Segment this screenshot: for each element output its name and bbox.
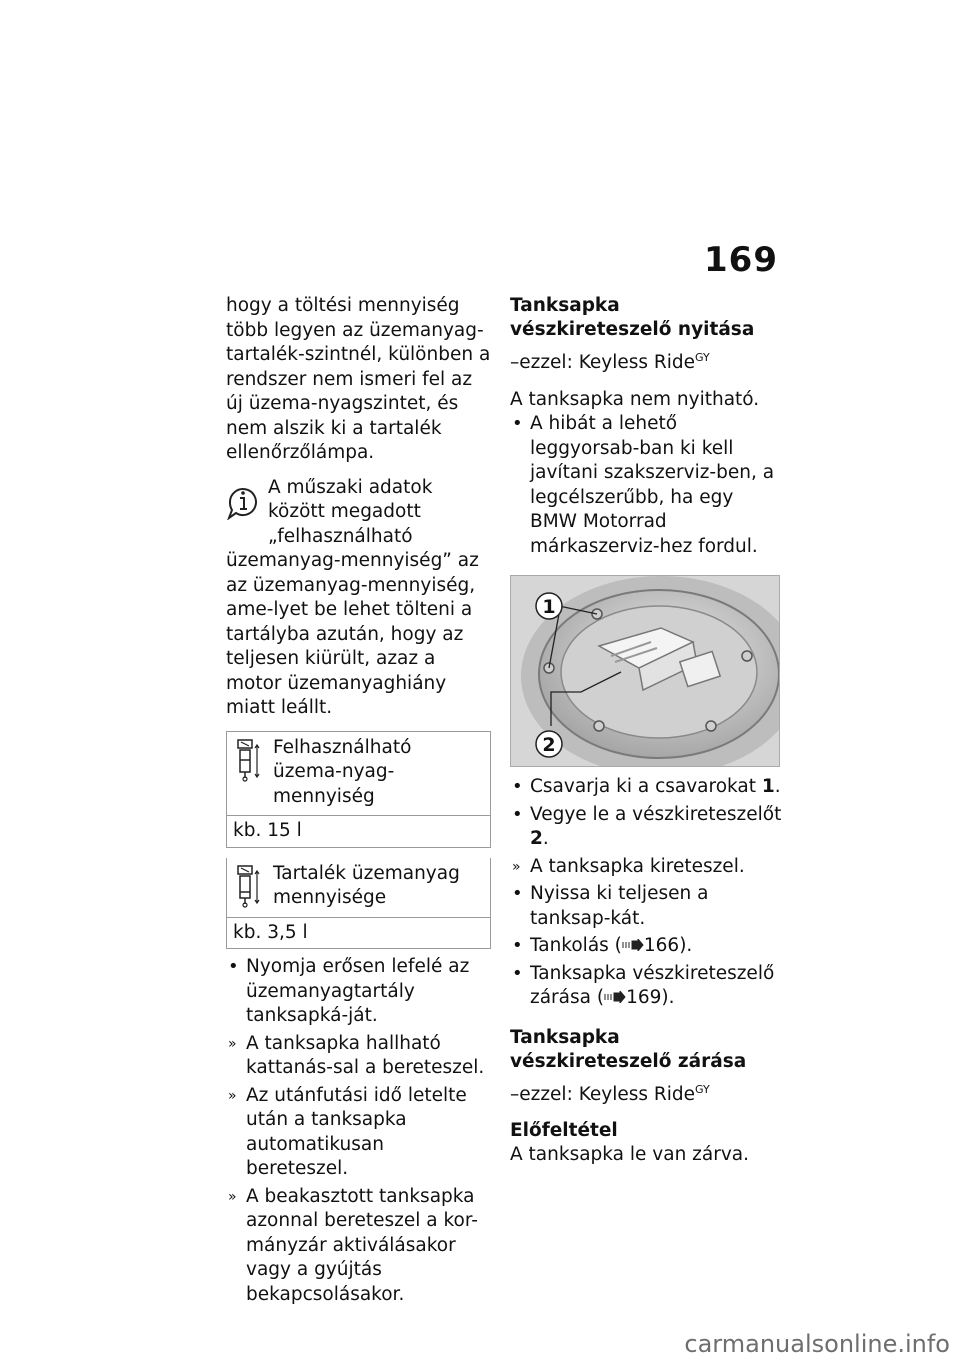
list-item: » A beakasztott tanksapka azonnal bereteszel a kor-mányzár aktiválásakor vagy a gyújtás bekapcsolásakor. [228, 1185, 478, 1305]
note-first-line: A műszaki adatok között megadott „felhasználható [268, 476, 433, 547]
spec-label: Felhasználható üzema-nyag-mennyiség [273, 736, 412, 807]
list-item[interactable]: • Tankolás ( 166). [512, 935, 693, 957]
right-column [510, 294, 782, 1168]
watermark: carmanualsonline.info [684, 1330, 950, 1358]
list-item: • Nyomja erősen lefelé az üzemanyagtartály tanksapká-ját. [228, 956, 470, 1026]
spec-usable-fuel [226, 731, 491, 848]
fuel-pump-icon [235, 738, 263, 782]
section-heading-close: Tanksapka vészkireteszelő zárása [510, 1026, 747, 1072]
precondition-heading: Előfeltétel [510, 1120, 618, 1142]
left-column [226, 294, 491, 1310]
precondition-text: A tanksapka le van zárva. [510, 1144, 750, 1166]
page-reference-arrow-icon [622, 939, 644, 951]
spec-label: Tartalék üzemanyag mennyisége [273, 862, 460, 908]
note-rest: üzemanyag-mennyiség” az az üzemanyag-mennyiség, ame-lyet be lehet tölteni a tartályba azután, hogy az teljesen kiürült, azaz a motor üzemanyaghiány miatt leállt. [226, 550, 479, 718]
fuel-cap-figure [510, 575, 780, 767]
callout-1: 1 [542, 596, 556, 619]
info-icon [226, 482, 260, 520]
list-item: » A tanksapka kireteszel. [512, 855, 745, 877]
list-item[interactable]: • Tanksapka vészkireteszelő zárása ( 169). [512, 962, 775, 1009]
info-note [226, 476, 491, 721]
spec-value: kb. 15 l [233, 820, 302, 841]
list-item: • Nyissa ki teljesen a tanksap-kát. [512, 883, 709, 929]
equipment-note: –ezzel: Keyless Ride$^{GY}$ [510, 351, 710, 374]
list-item: » Az utánfutási idő letelte után a tanksapka automatikusan bereteszel. [228, 1084, 467, 1179]
list-item: • Vegye le a vészkireteszelőt 2. [512, 803, 782, 850]
procedure-list [510, 775, 782, 1011]
instruction-list [226, 955, 491, 1307]
page-number: 169 [704, 240, 778, 280]
callout-2: 2 [542, 734, 556, 757]
intro-paragraph: hogy a töltési mennyiség több legyen az üzemanyag-tartalék-szintnél, különben a rendszer nem ismeri fel az új üzema-nyagszintet, és nem alszik ki a tartalék ellenőrzőlámpa. [226, 295, 491, 463]
page-reference-arrow-icon [604, 991, 626, 1003]
list-item: » A tanksapka hallható kattanás-sal a bereteszel. [228, 1032, 485, 1078]
problem-text: A tanksapka nem nyitható. [510, 388, 760, 410]
list-item: • A hibát a lehető leggyorsab-ban ki kell javítani szakszerviz-ben, a legcélszerűbb, ha egy BMW Motorrad márkaszerviz-hez fordul. [512, 413, 775, 557]
spec-reserve-fuel [226, 858, 491, 950]
list-item: • Csavarja ki a csavarokat 1. [512, 776, 781, 798]
section-heading-open: Tanksapka vészkireteszelő nyitása [510, 295, 755, 340]
fuel-cap-illustration [511, 576, 779, 766]
fuel-pump-icon [235, 864, 263, 908]
equipment-note: –ezzel: Keyless Ride$^{GY}$ [510, 1082, 710, 1105]
spec-value: kb. 3,5 l [233, 921, 308, 943]
